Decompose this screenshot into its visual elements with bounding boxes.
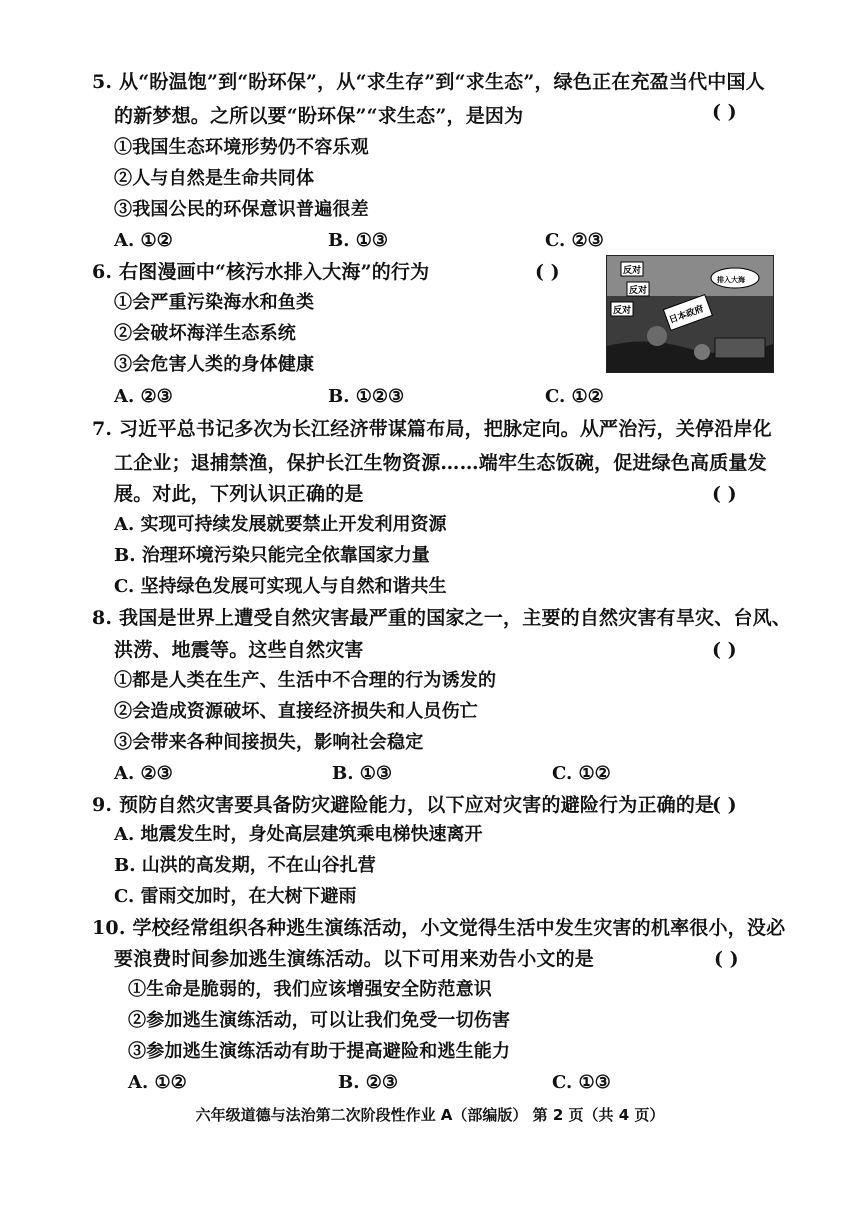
q8-statement-3: ③会带来各种间接损失，影响社会稳定 [114,732,424,753]
q8-option-b[interactable]: B. ①③ [332,763,393,784]
q7-option-b[interactable]: B. 治理环境污染只能完全依靠国家力量 [114,545,430,566]
q10-option-a[interactable]: A. ①② [128,1072,187,1093]
q8-statement-2: ②会造成资源破坏、直接经济损失和人员伤亡 [114,701,478,722]
q8-option-a[interactable]: A. ②③ [114,763,173,784]
cartoon-drawing [607,256,773,372]
q6-stem-line1: 6. 右图漫画中“核污水排入大海”的行为 [92,261,430,283]
q7-stem-line2: 工企业；退捕禁渔，保护长江生物资源……端牢生态饭碗，促进绿色高质量发 [114,452,767,474]
q5-option-c[interactable]: C. ②③ [545,230,604,251]
q5-stem-line2: 的新梦想。之所以要“盼环保”“求生态”，是因为 [114,105,524,127]
q10-answer-paren[interactable]: ( ) [714,948,739,970]
q5-statement-3: ③我国公民的环保意识普遍很差 [114,199,369,220]
q9-stem-line1: 9. 预防自然灾害要具备防灾避险能力，以下应对灾害的避险行为正确的是 [92,794,715,816]
q10-stem-line1: 10. 学校经常组织各种逃生演练活动，小文觉得生活中发生灾害的机率很小，没必 [92,917,786,939]
q5-option-b[interactable]: B. ①③ [328,230,389,251]
cartoon-speech: 排入大海 [717,276,745,284]
q9-option-b[interactable]: B. 山洪的高发期，不在山谷扎营 [114,855,376,876]
q5-statement-1: ①我国生态环境形势仍不容乐观 [114,137,369,158]
q10-statement-3: ③参加逃生演练活动有助于提高避险和逃生能力 [128,1041,511,1062]
q6-statement-3: ③会危害人类的身体健康 [114,354,315,375]
q10-option-b[interactable]: B. ②③ [338,1072,399,1093]
cartoon-banner: 日本政府 [668,304,706,326]
q6-option-a[interactable]: A. ②③ [114,386,173,407]
q7-stem-line3: 展。对此，下列认识正确的是 [114,483,364,505]
q8-answer-paren[interactable]: ( ) [712,639,737,661]
q10-option-c[interactable]: C. ①③ [552,1072,611,1093]
q6-statement-2: ②会破坏海洋生态系统 [114,323,296,344]
q9-option-c[interactable]: C. 雷雨交加时，在大树下避雨 [114,886,357,907]
q7-option-a[interactable]: A. 实现可持续发展就要禁止开发利用资源 [114,514,447,535]
q8-option-c[interactable]: C. ①② [552,763,611,784]
q9-option-a[interactable]: A. 地震发生时，身处高层建筑乘电梯快速离开 [114,824,483,845]
q5-stem-line1: 5. 从“盼温饱”到“盼环保”，从“求生存”到“求生态”，绿色正在充盈当代中国人 [92,71,765,93]
q7-answer-paren[interactable]: ( ) [712,483,737,505]
q6-option-b[interactable]: B. ①②③ [328,386,405,407]
q10-stem-line2: 要浪费时间参加逃生演练活动。以下可用来劝告小文的是 [114,948,595,970]
nuclear-wastewater-cartoon [606,255,774,373]
q8-stem-line2: 洪涝、地震等。这些自然灾害 [114,639,364,661]
q8-stem-line1: 8. 我国是世界上遭受自然灾害最严重的国家之一，主要的自然灾害有旱灾、台风、 [92,607,792,629]
q6-option-c[interactable]: C. ①② [545,386,604,407]
q7-stem-line1: 7. 习近平总书记多次为长江经济带谋篇布局，把脉定向。从严治污，关停沿岸化 [92,418,772,440]
q7-option-c[interactable]: C. 坚持绿色发展可实现人与自然和谐共生 [114,576,447,597]
q6-statement-1: ①会严重污染海水和鱼类 [114,292,315,313]
q5-answer-paren[interactable]: ( ) [712,101,737,123]
page-footer: 六年级道德与法治第二次阶段性作业 A（部编版） 第 2 页（共 4 页） [195,1106,665,1124]
q9-answer-paren[interactable]: ( ) [712,794,737,816]
cartoon-sign-2: 反对 [629,286,648,296]
q10-statement-2: ②参加逃生演练活动，可以让我们免受一切伤害 [128,1010,511,1031]
cartoon-sign-1: 反对 [623,266,642,276]
q6-answer-paren[interactable]: ( ) [535,261,560,283]
q5-option-a[interactable]: A. ①② [114,230,173,251]
q10-statement-1: ①生命是脆弱的，我们应该增强安全防范意识 [128,979,492,1000]
q5-statement-2: ②人与自然是生命共同体 [114,168,315,189]
q8-statement-1: ①都是人类在生产、生活中不合理的行为诱发的 [114,670,497,691]
cartoon-sign-3: 反对 [613,306,632,316]
